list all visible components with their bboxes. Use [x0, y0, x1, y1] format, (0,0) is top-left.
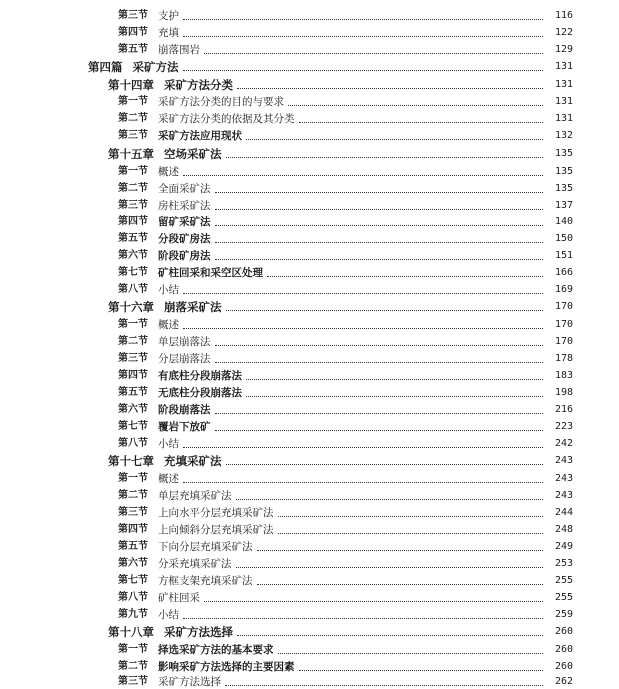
toc-entry-page-number: 183	[554, 370, 573, 381]
toc-entry-page-number: 140	[554, 216, 573, 227]
toc-entry-page-number: 178	[554, 353, 573, 364]
toc-entry-section	[118, 230, 573, 246]
toc-entry-chapter	[108, 623, 573, 639]
toc-entry-section	[118, 281, 573, 297]
toc-entry-number: 第十四章	[108, 78, 154, 92]
dot-leader	[215, 345, 544, 346]
toc-entry-page-number: 150	[554, 233, 573, 244]
toc-entry-number: 第三节	[118, 676, 148, 687]
toc-entry-page-number: 137	[554, 200, 573, 211]
toc-entry-number: 第二节	[118, 336, 148, 347]
toc-entry-title: 充填采矿法	[164, 454, 222, 468]
toc-entry-number: 第五节	[118, 387, 148, 398]
toc-entry-section	[118, 555, 573, 571]
toc-entry-number: 第四节	[118, 27, 148, 38]
toc-entry-title: 概述	[158, 166, 179, 178]
toc-entry-page-number: 243	[554, 473, 573, 484]
toc-entry-section	[118, 24, 573, 40]
toc-entry-number: 第六节	[118, 250, 148, 261]
toc-entry-page-number: 216	[554, 404, 573, 415]
toc-entry-title: 采矿方法	[132, 60, 179, 74]
toc-entry-number: 第二节	[118, 490, 148, 501]
toc-entry-title: 概述	[158, 319, 179, 331]
toc-entry-section	[118, 470, 573, 486]
toc-entry-section	[118, 606, 573, 622]
dot-leader	[183, 70, 544, 71]
dot-leader	[183, 618, 543, 619]
toc-entry-number: 第二节	[118, 183, 148, 194]
toc-entry-page-number: 131	[554, 79, 573, 90]
toc-entry-section	[118, 316, 573, 332]
toc-entry-number: 第十六章	[108, 300, 154, 314]
toc-entry-page-number: 255	[554, 575, 573, 586]
toc-entry-title: 无底柱分段崩落法	[158, 387, 242, 399]
dot-leader	[215, 225, 544, 226]
toc-entry-section	[118, 93, 573, 109]
toc-entry-title: 分采充填采矿法	[158, 558, 232, 570]
toc-entry-chapter	[108, 452, 573, 468]
toc-entry-title: 下向分层充填采矿法	[158, 541, 253, 553]
toc-entry-page-number: 243	[554, 455, 573, 466]
dot-leader	[299, 670, 544, 671]
toc-entry-section	[118, 658, 573, 674]
toc-entry-section	[118, 163, 573, 179]
toc-entry-title: 小结	[158, 609, 179, 621]
toc-entry-page-number: 166	[554, 267, 573, 278]
toc-entry-number: 第六节	[118, 404, 148, 415]
dot-leader	[215, 413, 544, 414]
toc-entry-page-number: 253	[554, 558, 573, 569]
dot-leader	[237, 635, 543, 636]
toc-entry-page-number: 169	[554, 284, 573, 295]
toc-entry-page-number: 248	[554, 524, 573, 535]
toc-entry-page-number: 260	[554, 661, 573, 672]
toc-entry-title: 空场采矿法	[164, 147, 222, 161]
toc-entry-title: 采矿方法分类的目的与要求	[158, 96, 284, 108]
toc-entry-page-number: 170	[554, 301, 573, 312]
dot-leader	[215, 242, 544, 243]
dot-leader	[278, 533, 544, 534]
dot-leader	[183, 328, 543, 329]
toc-entry-page-number: 132	[554, 130, 573, 141]
dot-leader	[278, 516, 544, 517]
toc-entry-title: 采矿方法选择	[164, 625, 233, 639]
toc-entry-title: 采矿方法分类的依据及其分类	[158, 113, 295, 125]
toc-entry-section	[118, 7, 573, 23]
toc-entry-title: 小结	[158, 284, 179, 296]
toc-entry-number: 第八节	[118, 438, 148, 449]
toc-entry-section	[118, 110, 573, 126]
toc-entry-section	[118, 384, 573, 400]
toc-entry-section	[118, 521, 573, 537]
toc-entry-number: 第八节	[118, 592, 148, 603]
toc-entry-title: 充填	[158, 27, 179, 39]
toc-entry-number: 第八节	[118, 284, 148, 295]
toc-entry-section	[118, 487, 573, 503]
toc-entry-number: 第二节	[118, 113, 148, 124]
toc-entry-title: 择选采矿方法的基本要求	[158, 644, 274, 656]
toc-entry-title: 全面采矿法	[158, 183, 211, 195]
dot-leader	[226, 157, 544, 158]
toc-entry-page-number: 259	[554, 609, 573, 620]
dot-leader	[225, 685, 543, 686]
dot-leader	[183, 293, 543, 294]
toc-entry-title: 崩落围岩	[158, 44, 200, 56]
toc-entry-page-number: 129	[554, 44, 573, 55]
toc-entry-number: 第七节	[118, 421, 148, 432]
dot-leader	[299, 122, 544, 123]
dot-leader	[237, 88, 543, 89]
toc-entry-page-number: 131	[554, 113, 573, 124]
toc-entry-section	[118, 41, 573, 57]
toc-entry-section	[118, 350, 573, 366]
toc-entry-title: 分层崩落法	[158, 353, 211, 365]
toc-entry-section	[118, 333, 573, 349]
toc-entry-number: 第四节	[118, 216, 148, 227]
dot-leader	[226, 310, 544, 311]
dot-leader	[267, 276, 543, 277]
dot-leader	[236, 499, 544, 500]
toc-entry-title: 单层崩落法	[158, 336, 211, 348]
toc-entry-page-number: 242	[554, 438, 573, 449]
toc-entry-page-number: 223	[554, 421, 573, 432]
dot-leader	[183, 36, 543, 37]
toc-entry-number: 第五节	[118, 44, 148, 55]
toc-entry-title: 有底柱分段崩落法	[158, 370, 242, 382]
toc-entry-section	[118, 247, 573, 263]
toc-entry-section	[118, 641, 573, 657]
toc-entry-section	[118, 572, 573, 588]
toc-entry-chapter	[108, 76, 573, 92]
toc-entry-number: 第一节	[118, 166, 148, 177]
toc-entry-number: 第十五章	[108, 147, 154, 161]
dot-leader	[215, 430, 544, 431]
toc-entry-part	[88, 58, 573, 74]
toc-entry-number: 第二节	[118, 661, 148, 672]
dot-leader	[257, 550, 544, 551]
toc-entry-section	[118, 197, 573, 213]
toc-entry-number: 第四节	[118, 524, 148, 535]
toc-entry-title: 支护	[158, 10, 179, 22]
toc-entry-number: 第九节	[118, 609, 148, 620]
toc-entry-title: 采矿方法应用现状	[158, 130, 242, 142]
dot-leader	[204, 601, 543, 602]
dot-leader	[183, 447, 543, 448]
toc-entry-title: 矿柱回采	[158, 592, 200, 604]
toc-entry-page-number: 244	[554, 507, 573, 518]
toc-entry-section	[118, 538, 573, 554]
dot-leader	[246, 139, 543, 140]
dot-leader	[215, 259, 544, 260]
toc-entry-title: 上向水平分层充填采矿法	[158, 507, 274, 519]
toc-entry-number: 第三节	[118, 353, 148, 364]
toc-entry-page-number: 262	[554, 676, 573, 687]
toc-entry-page-number: 131	[554, 96, 573, 107]
toc-entry-page-number: 170	[554, 319, 573, 330]
toc-entry-section	[118, 504, 573, 520]
dot-leader	[204, 53, 543, 54]
toc-entry-title: 矿柱回采和采空区处理	[158, 267, 263, 279]
toc-entry-page-number: 135	[554, 166, 573, 177]
toc-entry-number: 第十八章	[108, 625, 154, 639]
toc-entry-number: 第三节	[118, 130, 148, 141]
toc-entry-title: 崩落采矿法	[164, 300, 222, 314]
toc-entry-section	[118, 213, 573, 229]
dot-leader	[215, 362, 544, 363]
toc-entry-number: 第六节	[118, 558, 148, 569]
toc-entry-section	[118, 418, 573, 434]
toc-entry-number: 第一节	[118, 644, 148, 655]
dot-leader	[278, 653, 544, 654]
toc-entry-chapter	[108, 145, 573, 161]
toc-entry-title: 单层充填采矿法	[158, 490, 232, 502]
dot-leader	[215, 192, 544, 193]
dot-leader	[288, 105, 543, 106]
toc-entry-page-number: 249	[554, 541, 573, 552]
toc-entry-title: 概述	[158, 473, 179, 485]
toc-entry-page-number: 135	[554, 148, 573, 159]
toc-entry-title: 留矿采矿法	[158, 216, 211, 228]
toc-entry-chapter	[108, 298, 573, 314]
toc-entry-page-number: 135	[554, 183, 573, 194]
toc-entry-page-number: 198	[554, 387, 573, 398]
dot-leader	[226, 464, 544, 465]
toc-entry-title: 采矿方法分类	[164, 78, 233, 92]
toc-entry-title: 方框支架充填采矿法	[158, 575, 253, 587]
toc-entry-section	[118, 180, 573, 196]
toc-entry-title: 阶段崩落法	[158, 404, 211, 416]
toc-entry-title: 覆岩下放矿	[158, 421, 211, 433]
toc-entry-number: 第三节	[118, 10, 148, 21]
toc-entry-number: 第一节	[118, 473, 148, 484]
toc-entry-number: 第一节	[118, 319, 148, 330]
toc-entry-title: 影响采矿方法选择的主要因素	[158, 661, 295, 673]
toc-entry-section	[118, 367, 573, 383]
dot-leader	[183, 19, 543, 20]
dot-leader	[257, 584, 544, 585]
toc-entry-page-number: 131	[554, 61, 573, 72]
toc-entry-number: 第三节	[118, 200, 148, 211]
toc-entry-page-number: 255	[554, 592, 573, 603]
toc-entry-number: 第五节	[118, 541, 148, 552]
toc-entry-number: 第七节	[118, 575, 148, 586]
dot-leader	[236, 567, 544, 568]
toc-entry-section	[118, 435, 573, 451]
toc-entry-page-number: 260	[554, 644, 573, 655]
toc-entry-number: 第一节	[118, 96, 148, 107]
toc-entry-title: 小结	[158, 438, 179, 450]
toc-entry-title: 上向倾斜分层充填采矿法	[158, 524, 274, 536]
toc-entry-number: 第十七章	[108, 454, 154, 468]
toc-entry-page-number: 116	[554, 10, 573, 21]
toc-entry-section	[118, 673, 573, 689]
toc-entry-section	[118, 264, 573, 280]
toc-entry-page-number: 122	[554, 27, 573, 38]
toc-entry-number: 第四篇	[88, 60, 123, 74]
toc-entry-title: 采矿方法选择	[158, 676, 221, 688]
toc-entry-title: 房柱采矿法	[158, 200, 211, 212]
toc-entry-number: 第五节	[118, 233, 148, 244]
toc-entry-page-number: 243	[554, 490, 573, 501]
toc-entry-number: 第七节	[118, 267, 148, 278]
toc-entry-page-number: 260	[554, 626, 573, 637]
dot-leader	[183, 175, 543, 176]
toc-entry-section	[118, 401, 573, 417]
dot-leader	[183, 482, 543, 483]
toc-entry-number: 第四节	[118, 370, 148, 381]
toc-entry-number: 第三节	[118, 507, 148, 518]
dot-leader	[246, 396, 543, 397]
toc-entry-page-number: 151	[554, 250, 573, 261]
toc-entry-section	[118, 589, 573, 605]
toc-entry-title: 阶段矿房法	[158, 250, 211, 262]
toc-entry-page-number: 170	[554, 336, 573, 347]
toc-entry-title: 分段矿房法	[158, 233, 211, 245]
dot-leader	[246, 379, 543, 380]
dot-leader	[215, 209, 544, 210]
toc-entry-section	[118, 127, 573, 143]
